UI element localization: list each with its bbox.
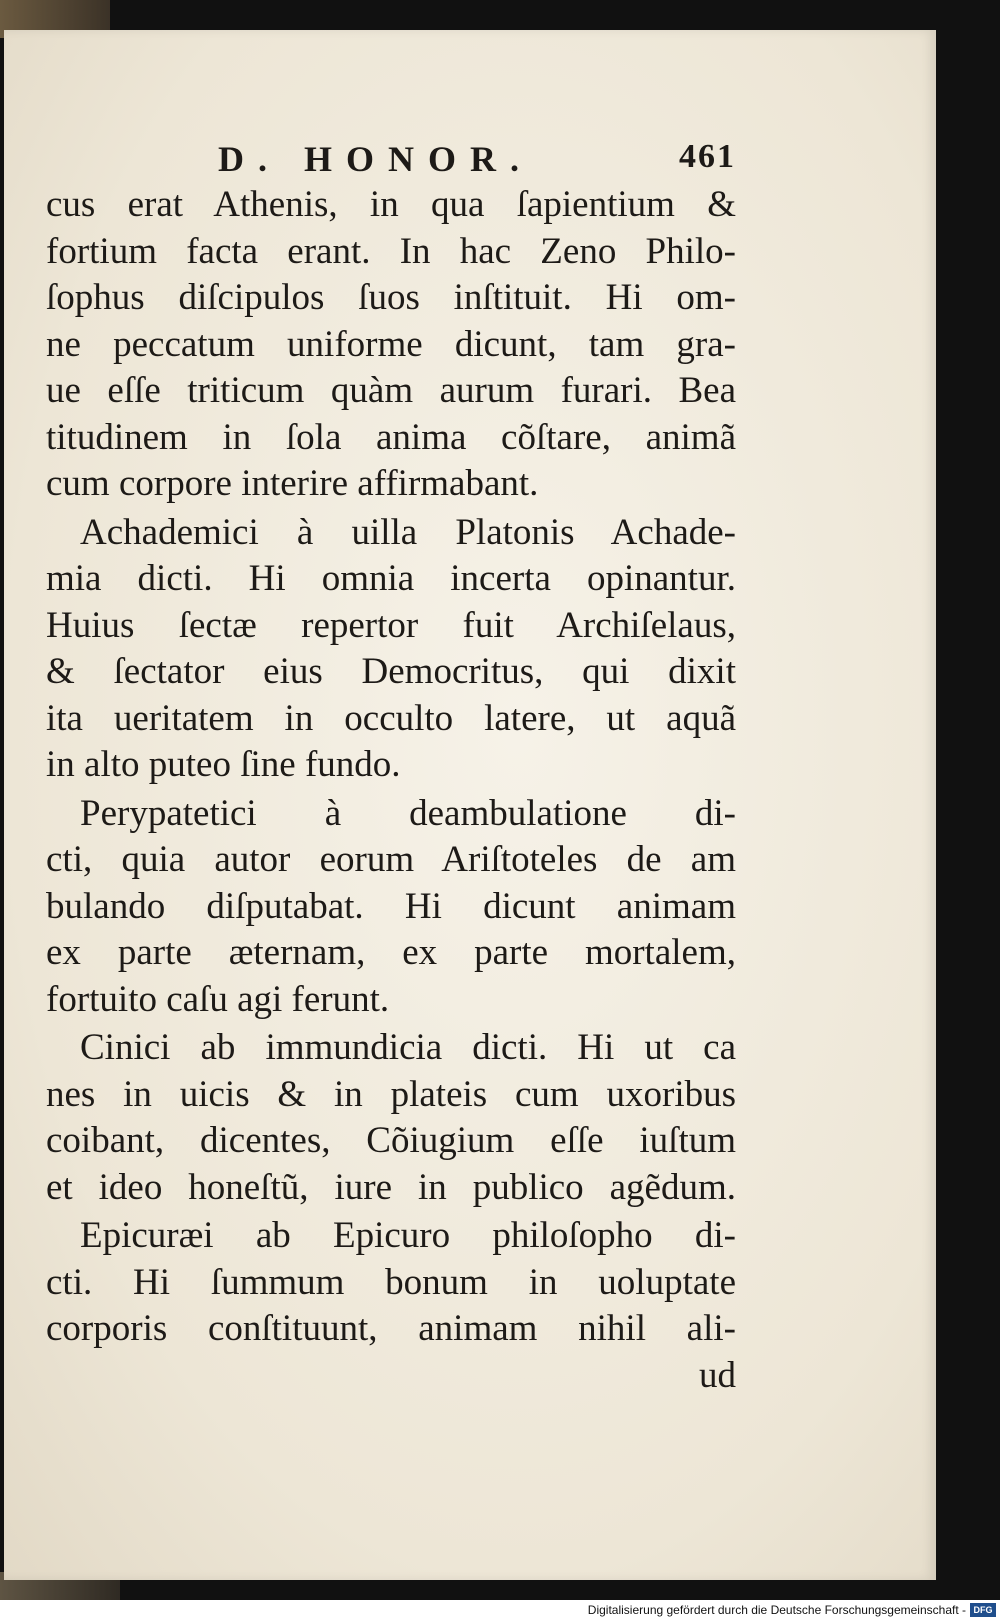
page-number: 461 [679,138,736,175]
text-line-1: cus erat Athenis, in qua ſapientium & [46,184,736,225]
text-line-18: fortuito caſu agi ferunt. [46,978,390,1020]
running-head [46,138,736,182]
text-line-5: ue eſſe triticum quàm aurum furari. Bea [46,370,736,411]
dfg-logo: DFG [970,1603,996,1617]
text-line-14: Perypatetici à deambulatione di- [80,792,736,834]
text-line-8: Achademici à uilla Platonis Achade- [80,511,736,553]
text-line-6: titudinem in ſola anima cõſtare, animã [46,416,736,458]
text-line-23: Epicuræi ab Epicuro philoſopho di- [80,1215,736,1256]
text-line-12: ita ueritatem in occulto latere, ut aquã [46,697,736,739]
text-line-22: et ideo honeſtũ, iure in publico agẽdum. [46,1166,736,1208]
text-line-10: Huius ſectæ repertor fuit Archiſelaus, [46,604,736,646]
text-line-13: in alto puteo ſine fundo. [46,744,401,785]
text-line-16: bulando diſputabat. Hi dicunt animam [46,885,736,927]
running-head-title: D. HONOR. [218,139,533,179]
digitization-footer [0,1600,1000,1620]
text-line-7: cum corpore interire affirmabant. [46,463,539,504]
digitization-credit: Digitalisierung gefördert durch die Deutsche Forschungsgemeinschaft - [587,1603,966,1617]
text-line-20: nes in uicis & in plateis cum uxoribus [46,1073,736,1115]
text-line-2: fortium facta erant. In hac Zeno Philo- [46,230,736,272]
text-line-15: cti, quia autor eorum Ariſtoteles de am [46,839,736,880]
text-line-25: corporis conſtituunt, animam nihil ali- [46,1308,736,1349]
book-page [4,30,936,1580]
text-line-3: ſophus diſcipulos ſuos inſtituit. Hi om- [46,277,736,318]
text-line-4: ne peccatum uniforme dicunt, tam gra- [46,323,736,365]
text-line-21: coibant, dicentes, Cõiugium eſſe iuſtum [46,1120,736,1161]
text-line-24: cti. Hi ſummum bonum in uoluptate [46,1261,736,1303]
text-line-11: & ſectator eius Democritus, qui dixit [46,651,736,692]
text-line-9: mia dicti. Hi omnia incerta opinantur. [46,558,736,599]
text-line-17: ex parte æternam, ex parte mortalem, [46,932,736,973]
text-block [46,138,736,1399]
catchword: ud [699,1354,736,1396]
text-line-19: Cinici ab immundicia dicti. Hi ut ca [80,1027,736,1068]
